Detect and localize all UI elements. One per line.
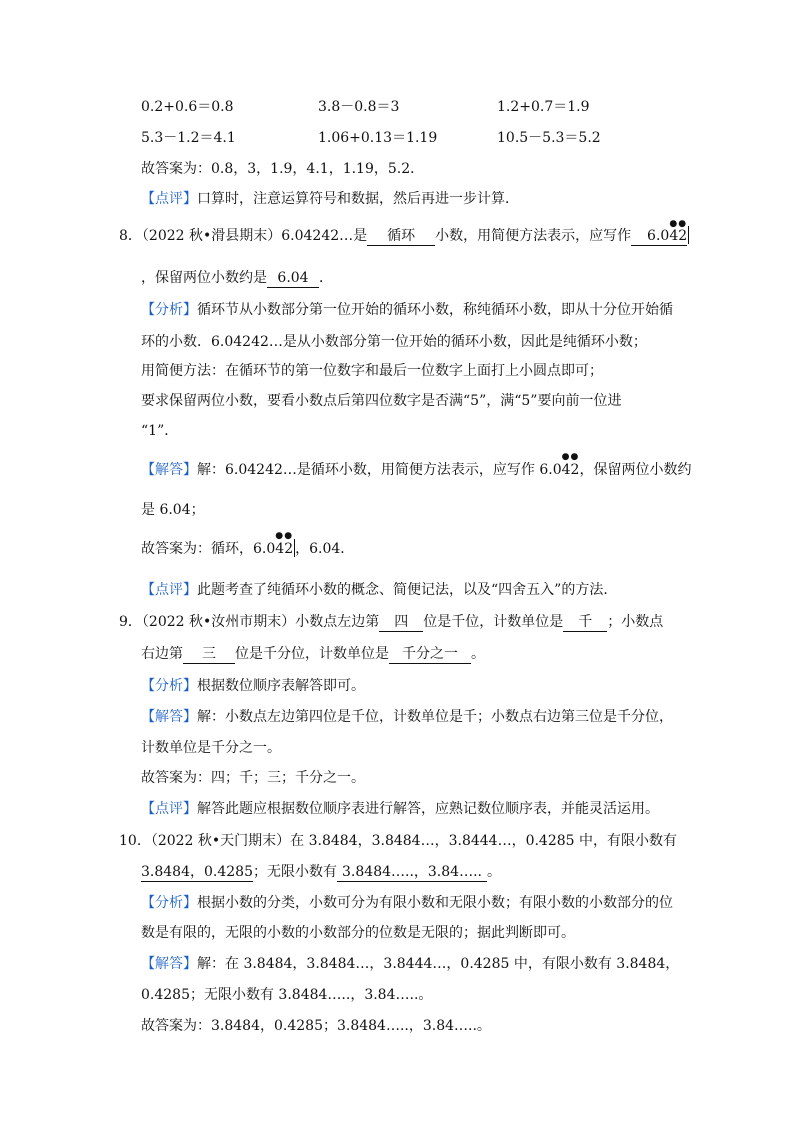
- repeating-digit: [570, 452, 580, 480]
- digit: 4: [561, 462, 571, 478]
- digit: 2: [678, 228, 688, 244]
- review-text: 解答此题应根据数位顺序表进行解答，应熟记数位顺序表，并能灵活运用。: [197, 801, 659, 817]
- analysis-text: 根据数位顺序表解答即可。: [197, 678, 365, 694]
- analysis-text: 循环节从小数部分第一位开始的循环小数，称纯循环小数，即从十分位开始循: [197, 302, 673, 318]
- repeat-dot-icon: ●: [570, 452, 579, 462]
- answer-blank: 3.8484…..，3.84…..: [337, 863, 487, 882]
- q8-stem-cont: [141, 268, 333, 288]
- solution-line: 是 6.04；: [141, 502, 205, 518]
- solution-tag: 【解答】: [141, 709, 197, 725]
- digit: 4: [275, 541, 285, 557]
- calc-cell: 1.2+0.7＝1.9: [497, 99, 590, 115]
- q8-stem: [119, 219, 689, 246]
- q9-stem: [119, 612, 663, 632]
- solution-text: 解：在 3.8484，3.8484…，3.8444…，0.4285 中，有限小数有 3.8484，: [197, 956, 680, 972]
- q10-stem: [119, 831, 677, 851]
- answer-text: 故答案为：循环，6.0: [141, 541, 276, 557]
- answer-blank: 循环: [367, 227, 435, 246]
- answer-blank: 千分之一: [389, 645, 471, 664]
- q10-analysis: [141, 893, 673, 913]
- analysis-tag: 【分析】: [141, 895, 197, 911]
- solution-tag: 【解答】: [141, 462, 197, 478]
- repeating-digit: [561, 452, 571, 480]
- repeating-digit: [284, 531, 294, 559]
- repeat-dot-icon: ●: [678, 219, 687, 229]
- analysis-tag: 【分析】: [141, 302, 197, 318]
- calc-cell: 5.3－1.2＝4.1: [141, 130, 236, 146]
- analysis-line: “1”．: [141, 423, 179, 439]
- solution-text: ，保留两位小数约: [579, 462, 692, 478]
- q10-answer: 故答案为：3.8484，0.4285；3.8484…..，3.84…..。: [141, 1018, 491, 1034]
- review-text: 口算时，注意运算符号和数据，然后再进一步计算．: [197, 191, 519, 207]
- stem-text: 位是千位，计数单位是: [423, 614, 564, 630]
- digit: 2: [570, 462, 580, 478]
- digit: 2: [284, 541, 294, 557]
- stem-text: （2022 秋•天门期末）在 3.8484，3.8484…，3.8444…，0.4285 中，有限小数有: [150, 833, 678, 849]
- repeating-digit: [669, 219, 679, 245]
- stem-text: 。: [487, 864, 501, 880]
- solution-text: 解：6.04242…是循环小数，用简便方法表示，应写作 6.0: [197, 462, 562, 478]
- stem-text: ，保留两位小数约是: [141, 270, 267, 286]
- calc-cell: 1.06+0.13＝1.19: [318, 130, 438, 146]
- analysis-line: 要求保留两位小数，要看小数点后第四位数字是否满“5”，满“5”要向前一位进: [141, 393, 622, 409]
- answer-text: ，6.04．: [295, 541, 355, 557]
- q9-stem-cont: [141, 644, 485, 664]
- analysis-line: 用简便方法：在循环节的第一位数字和最后一位数字上面打上小圆点即可；: [141, 363, 603, 379]
- q9-solution: [141, 707, 673, 727]
- analysis-tag: 【分析】: [141, 678, 197, 694]
- q9-review: [141, 799, 659, 819]
- q10-stem-cont: [141, 862, 501, 882]
- stem-text: ；小数点: [607, 614, 664, 630]
- calc-cell: 3.8－0.8＝3: [318, 99, 400, 115]
- stem-text: 小数，用简便方法表示，应写作: [435, 228, 632, 244]
- solution-line: 0.4285；无限小数有 3.8484…..，3.84…..。: [141, 987, 433, 1003]
- question-number: 10．: [119, 833, 151, 849]
- calc-cell: 10.5－5.3＝5.2: [497, 130, 601, 146]
- solution-text: 解：小数点左边第四位是千位，计数单位是千；小数点右边第三位是千分位，: [197, 709, 673, 725]
- repeating-digit: [678, 219, 688, 245]
- calc-cell: 0.2+0.6＝0.8: [141, 99, 234, 115]
- analysis-line: 数是有限的，无限的小数的小数部分的位数是无限的；据此判断即可。: [141, 925, 575, 941]
- answer-blank: 三: [183, 645, 235, 664]
- q8-review: [141, 580, 617, 600]
- stem-text: 位是千分位，计数单位是: [235, 646, 389, 662]
- q9-analysis: [141, 676, 365, 696]
- answer-blank: 3.8484，0.4285: [141, 864, 253, 880]
- repeat-dot-icon: ●: [275, 531, 284, 541]
- answer-blank: 6.04: [267, 269, 319, 288]
- review-tag: 【点评】: [141, 801, 197, 817]
- blank-prefix: 6.0: [647, 228, 670, 244]
- answer-blank: 千: [563, 613, 607, 632]
- review-tag: 【点评】: [141, 582, 197, 598]
- q9-answer: 故答案为：四；千；三；千分之一。: [141, 770, 365, 786]
- cursor-bar: [688, 226, 689, 244]
- analysis-line: 环的小数．6.04242…是从小数部分第一位开始的循环小数，因此是纯循环小数；: [141, 334, 647, 350]
- q7-review: [141, 189, 519, 209]
- q8-analysis: [141, 300, 673, 320]
- q7-answer: 故答案为：0.8，3，1.9，4.1，1.19，5.2．: [141, 161, 425, 177]
- repeat-dot-icon: ●: [284, 531, 293, 541]
- stem-text: ；无限小数有: [253, 864, 337, 880]
- stem-text: 右边第: [141, 646, 183, 662]
- question-number: 9．: [119, 614, 142, 630]
- repeat-dot-icon: ●: [561, 452, 570, 462]
- solution-tag: 【解答】: [141, 956, 197, 972]
- repeating-digit: [275, 531, 285, 559]
- q8-answer: [141, 531, 355, 559]
- answer-blank: [631, 219, 688, 246]
- repeat-dot-icon: ●: [669, 219, 678, 229]
- answer-blank: 四: [379, 613, 423, 632]
- stem-text: ．: [319, 270, 333, 286]
- q10-solution: [141, 954, 679, 974]
- solution-line: 计数单位是千分之一。: [141, 740, 281, 756]
- review-tag: 【点评】: [141, 191, 197, 207]
- stem-text: （2022 秋•汝州市期末）小数点左边第: [141, 614, 380, 630]
- question-number: 8．: [119, 228, 142, 244]
- analysis-text: 根据小数的分类，小数可分为有限小数和无限小数；有限小数的小数部分的位: [197, 895, 673, 911]
- digit: 4: [669, 228, 679, 244]
- review-text: 此题考查了纯循环小数的概念、简便记法，以及“四舍五入”的方法．: [197, 582, 618, 598]
- q8-solution: [141, 452, 692, 480]
- stem-text: （2022 秋•滑县期末）6.04242…是: [141, 228, 368, 244]
- stem-text: 。: [471, 646, 485, 662]
